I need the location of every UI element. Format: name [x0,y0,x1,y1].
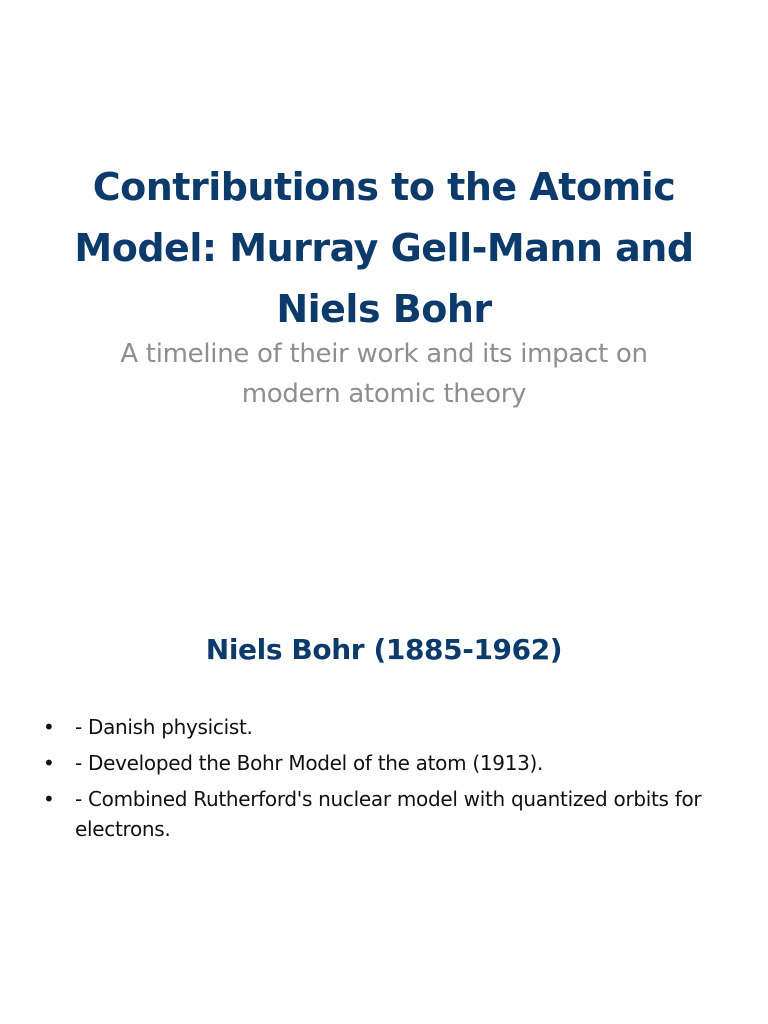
bohr-slide [0,512,768,1024]
section-heading: Niels Bohr (1885-1962) [205,633,563,666]
bullet-text: - Danish physicist. [75,715,253,739]
bullet-dot-icon: • [43,715,55,739]
bullet-item [40,748,730,778]
bullet-dot-icon: • [43,787,55,811]
slide-title: Contributions to the Atomic Model: Murray Gell-Mann and Niels Bohr [74,165,694,331]
bullet-text: - Combined Rutherford's nuclear model with quantized orbits for electrons. [75,787,702,841]
slide-subtitle: A timeline of their work and its impact on modern atomic theory [120,339,648,409]
bullet-list [40,712,730,850]
bullet-item [40,784,730,844]
bullet-item [40,712,730,742]
bullet-text: - Developed the Bohr Model of the atom (1913). [75,751,544,775]
bullet-dot-icon: • [43,751,55,775]
